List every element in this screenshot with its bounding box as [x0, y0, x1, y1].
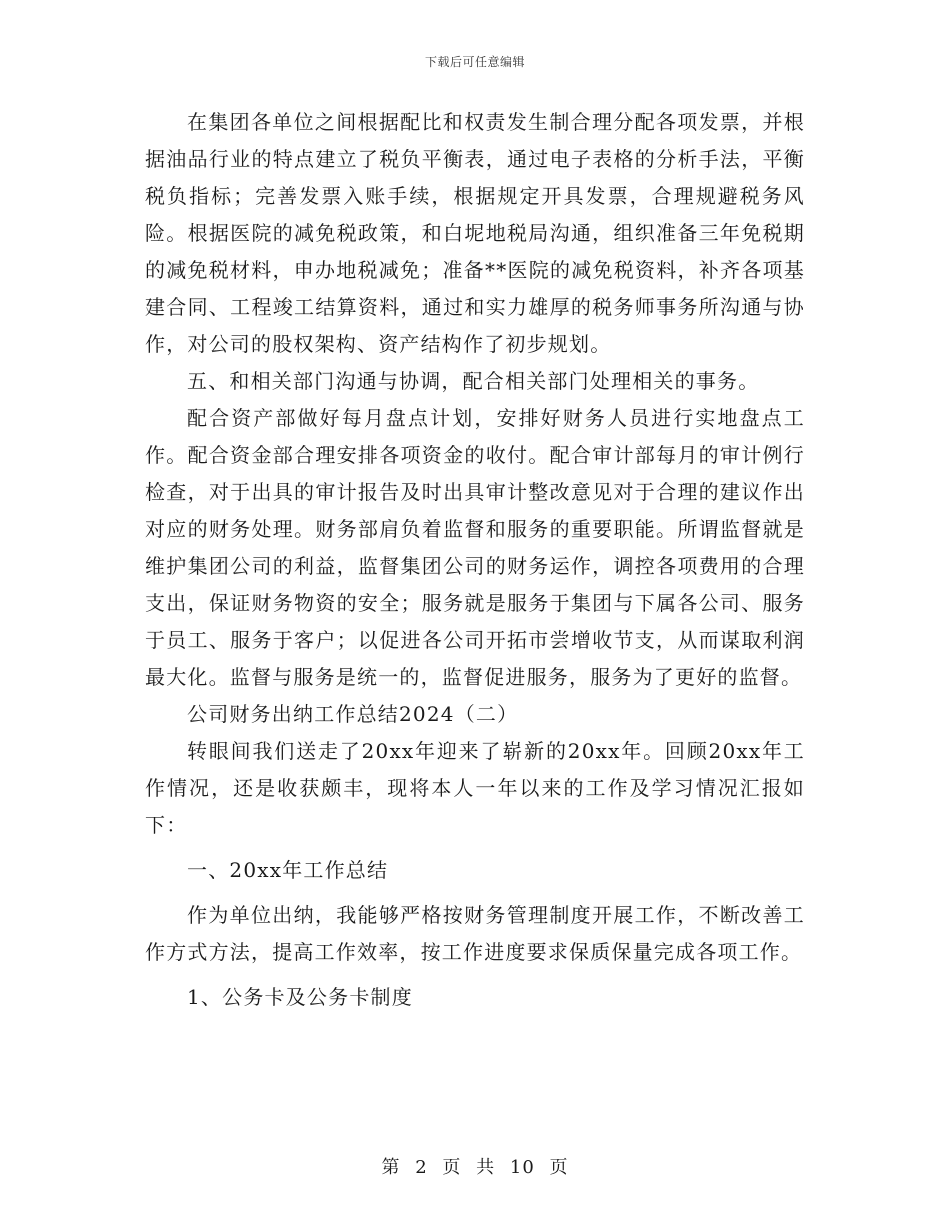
footer-total-pages: 10	[509, 1157, 535, 1178]
section-heading-coordination: 五、和相关部门沟通与协调，配合相关部门处理相关的事务。	[187, 369, 760, 393]
footer-label-page: 第	[381, 1157, 401, 1178]
paragraph-cashier-duties: 作为单位出纳，我能够严格按财务管理制度开展工作，不断改善工作方式方法，提高工作效率，按工作进度要求保质保量完成各项工作。	[145, 903, 805, 964]
section-heading-annual-summary: 一、20xx年工作总结	[187, 858, 389, 882]
page-footer	[0, 1153, 950, 1179]
footer-label-of: 页	[442, 1157, 462, 1178]
paragraph-tax-management: 在集团各单位之间根据配比和权责发生制合理分配各项发票，并根据油品行业的特点建立了税负平衡表，通过电子表格的分析手法，平衡税负指标；完善发票入账手续，根据规定开具发票，合理规避税务风险。根据医院的减免税政策，和白坭地税局沟通，组织准备三年免税期的减免税材料，申办地税减免；准备**医院的减免税资料，补齐各项基建合同、工程竣工结算资料，通过和实力雄厚的税务师事务所沟通与协作，对公司的股权架构、资产结构作了初步规划。	[145, 110, 805, 356]
page-header: 下载后可任意编辑	[424, 55, 525, 69]
paragraph-intro: 转眼间我们送走了20xx年迎来了崭新的20xx年。回顾20xx年工作情况，还是收获颇丰，现将本人一年以来的工作及学习情况汇报如下：	[145, 739, 805, 837]
footer-label-total: 共	[476, 1157, 496, 1178]
document-subtitle: 公司财务出纳工作总结2024（二）	[187, 702, 519, 726]
document-body	[145, 104, 805, 1016]
paragraph-department-cooperation: 配合资产部做好每月盘点计划，安排好财务人员进行实地盘点工作。配合资金部合理安排各项资金的收付。配合审计部每月的审计例行检查，对于出具的审计报告及时出具审计整改意见对于合理的建议作出对应的财务处理。财务部肩负着监督和服务的重要职能。所谓监督就是维护集团公司的利益，监督集团公司的财务运作，调控各项费用的合理支出，保证财务物资的安全；服务就是服务于集团与下属各公司、服务于员工、服务于客户；以促进各公司开拓市尝增收节支，从而谋取利润最大化。监督与服务是统一的，监督促进服务，服务为了更好的监督。	[145, 406, 805, 689]
footer-current-page: 2	[415, 1157, 428, 1178]
footer-label-end: 页	[549, 1157, 569, 1178]
subsection-heading-official-card: 1、公务卡及公务卡制度	[187, 985, 413, 1009]
